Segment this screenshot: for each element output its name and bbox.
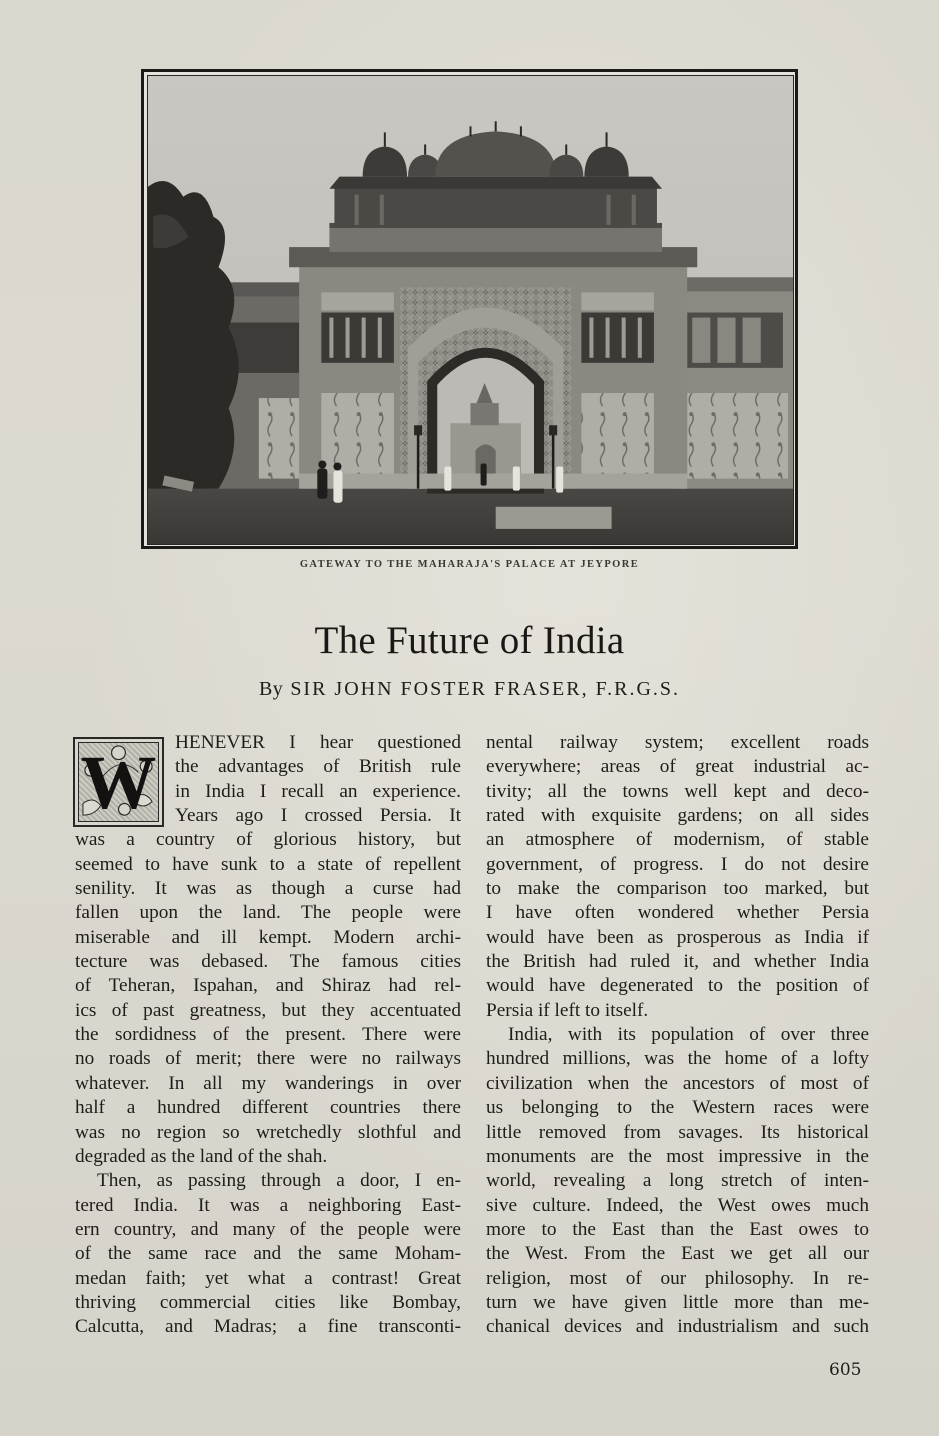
article-byline — [0, 678, 939, 701]
text-line: degraded as the land of the shah. — [75, 1145, 328, 1167]
text-line: seemed to have sunk to a state of repellent — [75, 853, 461, 875]
text-line: an atmosphere of modernism, of stable — [486, 829, 869, 851]
text-line: to make the comparison too marked, but — [486, 878, 869, 900]
text-line: tivity; all the towns well kept and deco- — [486, 780, 869, 802]
text-line: Years ago I crossed Persia. It — [175, 805, 461, 827]
text-line: miserable and ill kempt. Modern archi- — [75, 926, 461, 948]
text-line: the advantages of British rule — [175, 756, 461, 778]
text-line: the West. From the East we get all our — [486, 1243, 869, 1265]
byline-author: SIR JOHN FOSTER FRASER, F.R.G.S. — [290, 678, 681, 700]
byline-prefix: By — [258, 678, 284, 700]
article-column-left — [75, 731, 461, 1340]
text-line: chanical devices and industrialism and such — [486, 1316, 869, 1338]
drop-cap-ornament-icon — [78, 742, 159, 822]
text-line: turn we have given little more than me- — [486, 1291, 869, 1313]
text-line: world, revealing a long stretch of inten- — [486, 1170, 869, 1192]
paragraph-start-line: Then, as passing through a door, I en- — [97, 1170, 461, 1192]
text-line: the sordidness of the present. There were — [75, 1024, 461, 1046]
palace-gateway-photograph — [147, 75, 794, 545]
text-line: of Teheran, Ispahan, and Shiraz had rel- — [75, 975, 461, 997]
text-line: nental railway system; excellent roads — [486, 732, 869, 753]
text-line: the British had ruled it, and whether India — [486, 951, 869, 973]
text-line: I have often wondered whether Persia — [486, 902, 869, 924]
text-line: little removed from savages. Its historical — [486, 1121, 869, 1143]
text-line: in India I recall an experience. — [175, 780, 461, 802]
text-line: HENEVER I hear questioned — [175, 732, 461, 753]
text-line: whatever. In all my wanderings in over — [75, 1072, 461, 1094]
text-line: was no region so wretchedly slothful and — [75, 1121, 461, 1143]
text-line: tered India. It was a neighboring East- — [75, 1194, 461, 1216]
gateway-illustration — [148, 76, 793, 544]
text-line: rated with exquisite gardens; on all sides — [486, 805, 869, 827]
text-line: us belonging to the Western races were — [486, 1097, 869, 1119]
drop-cap-letter: W — [80, 742, 157, 822]
page-number: 605 — [829, 1360, 862, 1380]
text-line: senility. It was as though a curse had — [75, 878, 461, 900]
text-line: tecture was debased. The famous cities — [75, 951, 461, 973]
text-line: half a hundred different countries there — [75, 1097, 461, 1119]
article-column-right — [486, 731, 869, 1340]
text-line: Calcutta, and Madras; a fine transconti- — [75, 1316, 461, 1338]
text-line: more to the East than the East owes to — [486, 1218, 869, 1240]
text-line: hundred millions, was the home of a lofty — [486, 1048, 869, 1070]
text-line: ern country, and many of the people were — [75, 1218, 461, 1240]
paragraph-start-line: India, with its population of over three — [508, 1024, 869, 1046]
photo-caption: GATEWAY TO THE MAHARAJA'S PALACE AT JEYPORE — [299, 559, 640, 570]
text-line: sive culture. Indeed, the West owes much — [486, 1194, 869, 1216]
text-line: fallen upon the land. The people were — [75, 902, 461, 924]
text-line: medan faith; yet what a contrast! Great — [75, 1267, 461, 1289]
text-line: Persia if left to itself. — [486, 999, 649, 1021]
ornamental-drop-cap — [73, 737, 164, 827]
text-line: thriving commercial cities like Bombay, — [75, 1291, 461, 1313]
text-line: everywhere; areas of great industrial ac- — [486, 756, 869, 778]
text-line: would have degenerated to the position of — [486, 975, 869, 997]
text-line: civilization when the ancestors of most of — [486, 1072, 869, 1094]
text-line: government, of progress. I do not desire — [486, 853, 869, 875]
text-line: no roads of merit; there were no railways — [75, 1048, 461, 1070]
text-line: of the same race and the same Moham- — [75, 1243, 461, 1265]
text-line: was a country of glorious history, but — [75, 829, 461, 851]
text-line: religion, most of our philosophy. In re- — [486, 1267, 869, 1289]
text-line: ics of past greatness, but they accentuated — [75, 999, 461, 1021]
article-title: The Future of India — [314, 619, 625, 662]
text-line: would have been as prosperous as India if — [486, 926, 869, 948]
text-line: monuments are the most impressive in the — [486, 1145, 869, 1167]
photo-frame — [141, 69, 798, 549]
